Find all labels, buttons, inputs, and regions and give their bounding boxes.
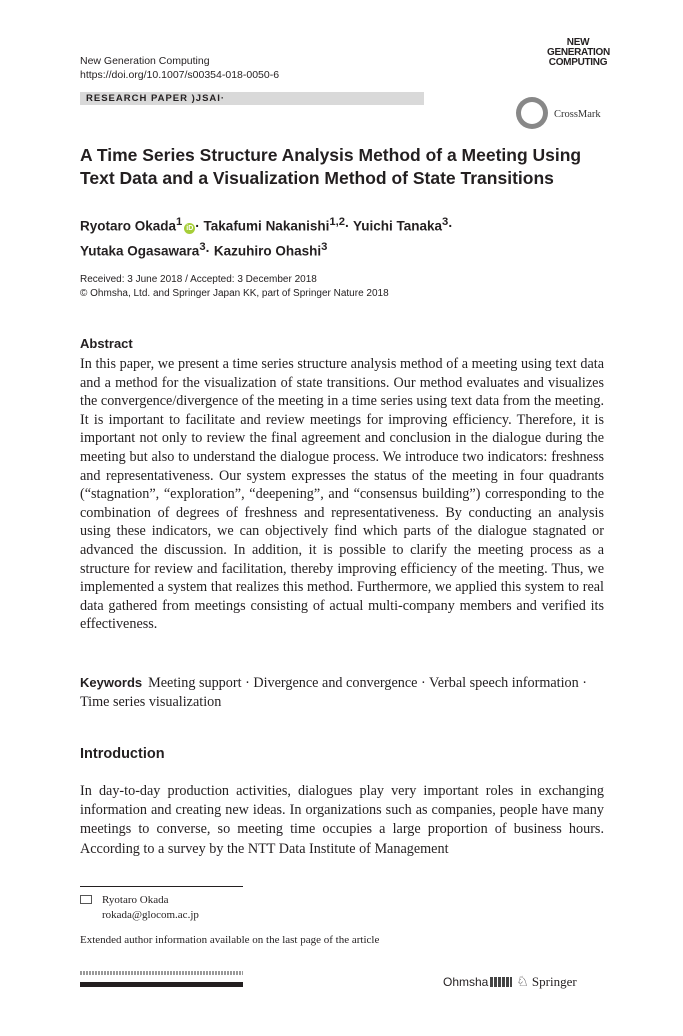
author-affiliation: 3 (199, 240, 206, 253)
abstract-text: In this paper, we present a time series structure analysis method of a meeting using text data and a method for the visualization of state transitions. Our method evaluates and visualizes the convergence/divergence of the meeting in a time series using text data from the meeting. It is important to facilitate and review meetings for improving efficiency. Therefore, it is important not only to review the final agreement and conclusion in the dialogue during the meeting but also to understand the dialogue process. We introduce two indicators: freshness and representativeness. Our system expresses the status of the meeting in four quadrants (“stagnation”, “exploration”, “deepening”, and “consensus building”) corresponding to the combination of degrees of freshness and representativeness. By conducting an analysis using these indicators, we can objectively find which parts of the dialogue stagnated or advanced the discussion. In addition, it is possible to clarify the meeting process as a structure for review and facilitation, thereby improving efficiency of the meeting. Thus, we implemented a system that realizes this method. Furthermore, we applied this system to real data gathered from meetings consisting of actual multi-company members and verified its effectiveness. (80, 356, 604, 633)
introduction-text: In day-to-day production activities, dialogues play very important roles in exchanging information and creating new ideas. In organizations such as companies, people have many meetings to converse, so meeting time occupies a large proportion of business hours. According to a survey by the NTT Data Institute of Management (80, 783, 604, 857)
envelope-icon (80, 895, 92, 904)
article-title (80, 144, 600, 190)
ohmsha-logo-icon (490, 977, 512, 987)
author-list (80, 212, 600, 261)
title-line-2: Text Data and a Visualization Method of State Transitions (80, 168, 554, 188)
author-affiliation: 1 (176, 216, 183, 228)
crossmark-badge[interactable] (516, 97, 616, 133)
springer-label: Springer (531, 974, 577, 989)
extended-info-note: Extended author information available on the last page of the article (80, 934, 380, 946)
author-affiliation: 3 (442, 216, 449, 228)
logo-line-3: COMPUTING (548, 57, 608, 68)
footer-solid-bar (80, 982, 243, 987)
abstract-heading: Abstract (80, 336, 133, 351)
doi-link[interactable]: https://doi.org/10.1007/s00354-018-0050-6 (80, 69, 280, 81)
footer-pattern-bar (80, 971, 243, 975)
orcid-icon[interactable]: iD (186, 224, 194, 232)
keywords (80, 673, 604, 712)
copyright-notice: © Ohmsha, Ltd. and Springer Japan KK, part of Springer Nature 2018 (80, 288, 389, 299)
crossmark-label: CrossMark (554, 109, 601, 120)
received-date: Received: 3 June 2018 / Accepted: 3 December 2018 (80, 274, 317, 285)
crossmark-icon (516, 97, 548, 129)
footnote-divider (80, 886, 243, 887)
journal-name: New Generation Computing (80, 55, 210, 67)
introduction-heading: Introduction (80, 746, 165, 762)
keywords-text: Meeting support · Divergence and convergence · Verbal speech information · Time series visualization (80, 675, 588, 710)
author-name[interactable]: Yutaka Ogasawara (80, 243, 200, 258)
publisher-logos (443, 973, 577, 990)
author-name[interactable]: Kazuhiro Ohashi (213, 243, 322, 258)
authors-line-1: Ryotaro Okada$^1$ iD · Takafumi Nakanishi$^{1,2}$· Yuichi Tanaka$^3$· (80, 216, 453, 234)
section-label: RESEARCH PAPER )JSAI· (86, 93, 226, 104)
ohmsha-label: Ohmsha (443, 975, 489, 989)
title-line-1: A Time Series Structure Analysis Method of a Meeting Using (80, 145, 582, 165)
corresponding-author: Ryotaro Okada (102, 894, 169, 906)
author-name[interactable]: Ryotaro Okada (80, 218, 177, 234)
author-email[interactable]: rokada@glocom.ac.jp (102, 909, 199, 921)
keywords-heading: Keywords (80, 675, 143, 690)
logo-line-2: GENERATION (547, 47, 610, 58)
journal-logo (547, 38, 609, 68)
author-affiliation: 3 (321, 240, 328, 253)
author-affiliation: 1,2 (329, 216, 345, 228)
author-name[interactable]: Yuichi Tanaka (353, 218, 443, 234)
springer-horse-icon: ♘ (516, 973, 529, 989)
logo-line-1: NEW (566, 37, 590, 48)
author-name[interactable]: Takafumi Nakanishi (203, 218, 330, 234)
journal-header (80, 54, 279, 82)
authors-line-2: Yutaka Ogasawara$^3$· Kazuhiro Ohashi$^3$ (80, 240, 328, 258)
article-dates (80, 273, 389, 301)
